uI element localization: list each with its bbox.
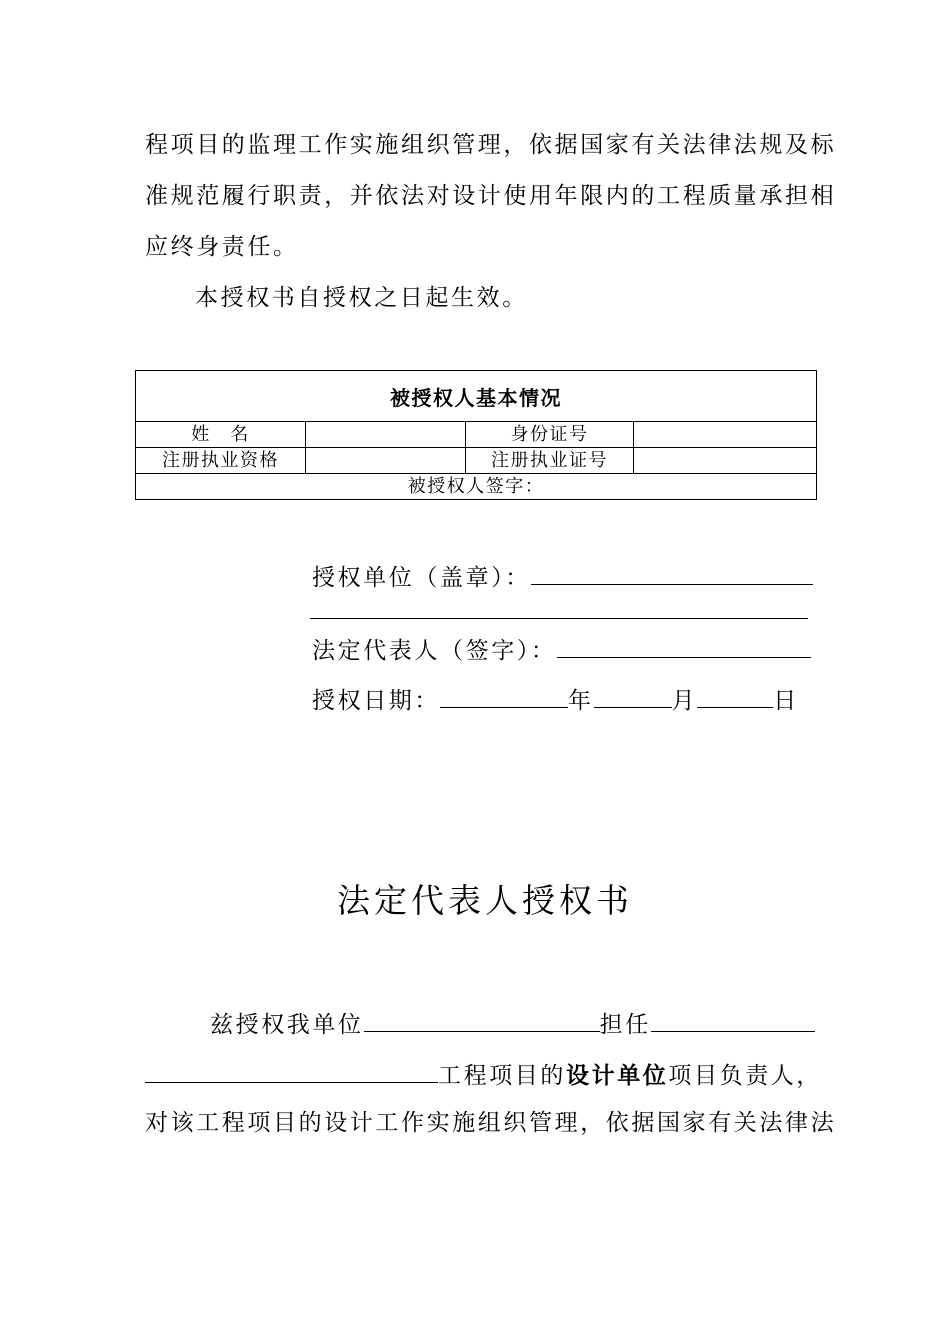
section2-role-text: 项目负责人， — [668, 1063, 823, 1089]
project-name-blank[interactable] — [145, 1060, 438, 1083]
design-unit-bold: 设计单位 — [566, 1062, 669, 1089]
paragraph-line-2: 准规范履行职责，并依法对设计使用年限内的工程质量承担相 — [145, 183, 837, 209]
id-number-value-cell[interactable] — [634, 422, 817, 448]
person-blank[interactable] — [651, 1009, 815, 1032]
year-label: 年 — [568, 688, 594, 714]
legal-rep-authorization-title: 法定代表人授权书 — [337, 881, 633, 920]
month-label: 月 — [671, 688, 698, 714]
qualification-label: 注册执业资格 — [136, 448, 306, 474]
section2-prefix: 兹授权我单位 — [210, 1012, 364, 1038]
name-label: 姓 名 — [136, 422, 306, 448]
authorizing-unit-blank-line-2[interactable] — [310, 618, 808, 619]
table-title: 被授权人基本情况 — [136, 371, 817, 422]
authorizing-unit-row — [312, 562, 813, 593]
date-label: 授权日期： — [312, 688, 440, 714]
cert-number-value-cell[interactable] — [634, 448, 817, 474]
name-value-cell[interactable] — [306, 422, 466, 448]
id-number-label: 身份证号 — [466, 422, 634, 448]
section2-project-text: 工程项目的 — [438, 1063, 566, 1089]
qualification-value-cell[interactable] — [306, 448, 466, 474]
signature-row[interactable] — [136, 474, 817, 500]
authorizing-unit-blank[interactable] — [531, 562, 813, 585]
day-blank[interactable] — [697, 685, 773, 708]
effective-statement: 本授权书自授权之日起生效。 — [195, 285, 528, 311]
section2-line-2 — [145, 1060, 822, 1091]
paragraph-line-3: 应终身责任。 — [145, 234, 299, 260]
day-label: 日 — [773, 688, 799, 714]
authorized-person-table — [135, 370, 817, 500]
year-blank[interactable] — [440, 685, 568, 708]
section2-serve-as: 担任 — [599, 1012, 651, 1038]
legal-rep-label: 法定代表人（签字）： — [312, 638, 557, 664]
legal-rep-blank[interactable] — [557, 635, 811, 658]
section2-line-1 — [210, 1009, 815, 1040]
signature-label: 被授权人签字： — [407, 476, 545, 497]
section2-line-3: 对该工程项目的设计工作实施组织管理，依据国家有关法律法 — [145, 1110, 837, 1136]
month-blank[interactable] — [594, 685, 672, 708]
legal-rep-row — [312, 635, 811, 666]
authorization-date-row — [312, 685, 799, 716]
unit-blank[interactable] — [364, 1009, 600, 1032]
cert-number-label: 注册执业证号 — [466, 448, 634, 474]
paragraph-line-1: 程项目的监理工作实施组织管理，依据国家有关法律法规及标 — [145, 132, 837, 158]
authorizing-unit-label: 授权单位（盖章）： — [312, 565, 531, 591]
